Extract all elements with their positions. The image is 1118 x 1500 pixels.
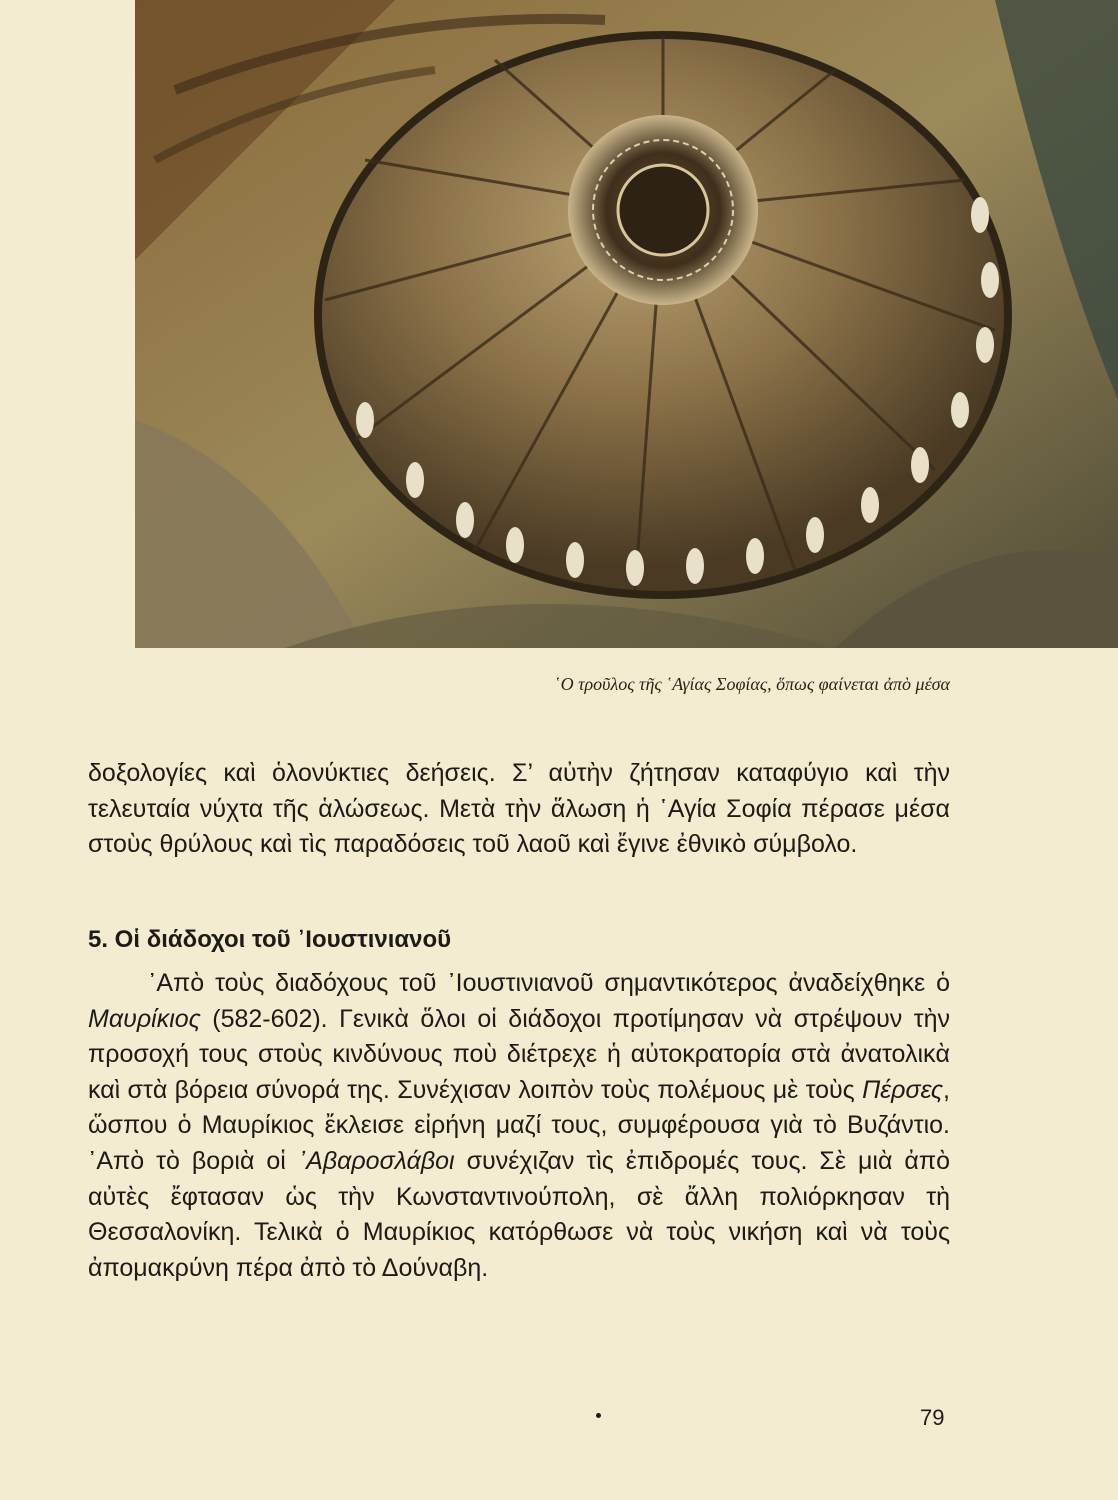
paragraph-2 xyxy=(88,966,950,1286)
page-number: 79 xyxy=(920,1405,945,1430)
paragraph-2-text xyxy=(88,966,950,1286)
paragraph-1 xyxy=(88,756,950,863)
name-perses: Πέρσες xyxy=(862,1075,944,1104)
name-avaroslavoi: ᾿Αβαροσλάβοι xyxy=(297,1146,455,1175)
paragraph-2-part-2: (582-602). Γενικὰ ὅλοι οἱ διάδοχοι προτίμησαν νὰ στρέψουν τὴν προσοχή τους στοὺς κινδύνους ποὺ διέτρεχε ἡ αὐτοκρατορία στὰ ἀνατολικὰ καὶ στὰ βόρεια σύνορά της. Συνέχισαν λοιπὸν τοὺς πολέμους μὲ τοὺς xyxy=(88,1004,950,1104)
section-heading: 5. Οἱ διάδοχοι τοῦ ᾿Ιουστινιανοῦ xyxy=(88,926,452,953)
paragraph-2-part-4: συνέχιζαν τὶς ἐπιδρομές τους. Σὲ μιὰ ἀπὸ αὐτὲς ἔφτασαν ὡς τὴν Κωνσταντινούπολη, σὲ ἄλλη πολιόρκησαν τὴ Θεσσαλονίκη. Τελικὰ ὁ Μαυρίκιος κατόρθωσε νὰ τοὺς νικήση καὶ νὰ τοὺς ἀπομακρύνη πέρα ἀπὸ τὸ Δούναβη. xyxy=(88,1146,950,1282)
figure-caption: ῾Ο τροῦλος τῆς ῾Αγίας Σοφίας, ὅπως φαίνεται ἀπὸ μέσα xyxy=(554,674,950,694)
paragraph-2-part-1: ᾿Απὸ τοὺς διαδόχους τοῦ ᾿Ιουστινιανοῦ σημαντικότερος ἀναδείχθηκε ὁ xyxy=(148,969,950,997)
hagia-sophia-dome-image xyxy=(135,0,1118,648)
dome-photo xyxy=(135,0,1118,648)
paragraph-2-part-3: , ὥσπου ὁ Μαυρίκιος ἔκλεισε εἰρήνη μαζί τους, συμφέρουσα γιὰ τὸ Βυζάντιο. ᾿Απὸ τὸ βοριὰ οἱ xyxy=(88,1075,950,1175)
paragraph-1-text: δοξολογίες καὶ ὁλονύκτιες δεήσεις. Σ’ αὐτὴν ζήτησαν καταφύγιο καὶ τὴν τελευταία νύχτα τῆς ἁλώσεως. Μετὰ τὴν ἅλωση ἡ ῾Αγία Σοφία πέρασε μέσα στοὺς θρύλους καὶ τὶς παραδόσεις τοῦ λαοῦ καὶ ἔγινε ἐθνικὸ σύμβολο. xyxy=(88,759,950,859)
name-mavrikios: Μαυρίκιος xyxy=(88,1004,201,1033)
page-dot xyxy=(596,1413,601,1418)
